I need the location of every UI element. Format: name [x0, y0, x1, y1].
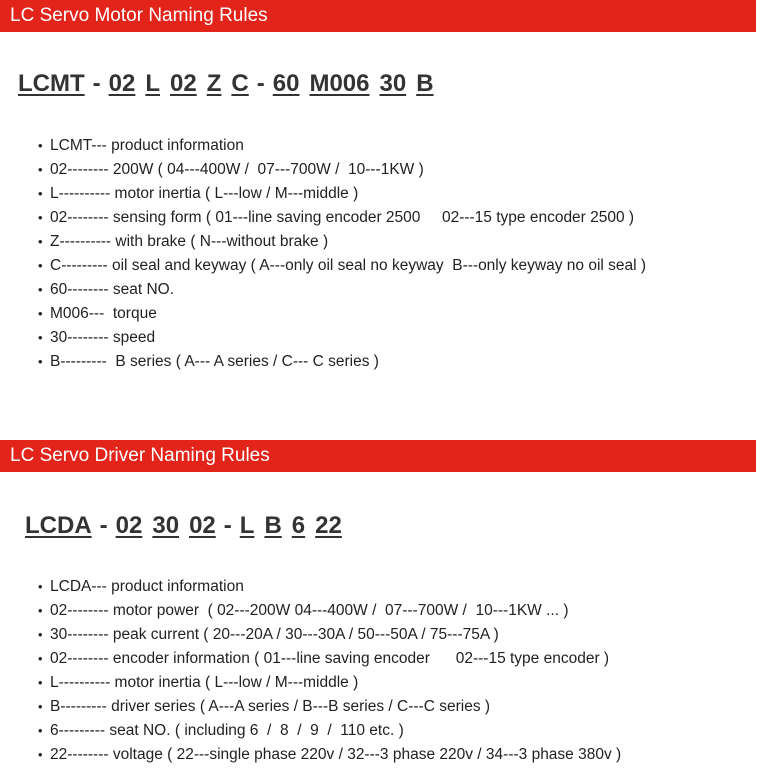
motor-naming-list — [38, 134, 646, 374]
driver-naming-list — [38, 575, 621, 767]
list-item: • 6--------- seat NO. ( including 6 / 8 / 9 / 110 etc. ) — [38, 719, 621, 743]
list-item: • 02-------- motor power ( 02---200W 04---400W / 07---700W / 10---1KW ... ) — [38, 599, 621, 623]
list-item: • M006--- torque — [38, 302, 646, 326]
code-segment: L — [145, 70, 161, 97]
driver-section-banner — [0, 440, 756, 472]
list-item: • LCDA--- product information — [38, 575, 621, 599]
list-item: • Z---------- with brake ( N---without brake ) — [38, 230, 646, 254]
list-item: • 30-------- speed — [38, 326, 646, 350]
code-segment: Z — [206, 70, 222, 97]
code-segment: 02 — [189, 512, 216, 539]
list-item: • 22-------- voltage ( 22---single phase 220v / 32---3 phase 220v / 34---3 phase 380v ) — [38, 743, 621, 767]
motor-model-code — [18, 70, 434, 98]
list-item: • 02-------- sensing form ( 01---line saving encoder 2500 02---15 type encoder 2500 ) — [38, 206, 646, 230]
code-segment: 30 — [379, 70, 407, 97]
list-item: • L---------- motor inertia ( L---low / M---middle ) — [38, 671, 621, 695]
code-segment: 02 — [115, 512, 143, 539]
code-segment: B — [416, 70, 434, 97]
list-item: • LCMT--- product information — [38, 134, 646, 158]
code-segment: 30 — [152, 512, 180, 539]
code-segment: M006 — [309, 70, 370, 97]
code-segment: 02 — [170, 70, 197, 97]
code-segment: LCMT — [18, 70, 85, 97]
code-segment: C — [231, 70, 249, 97]
code-segment: 60 — [272, 70, 300, 97]
list-item: • 30-------- peak current ( 20---20A / 30---30A / 50---50A / 75---75A ) — [38, 623, 621, 647]
code-separator: - — [256, 70, 265, 97]
list-item: • B--------- B series ( A--- A series / C--- C series ) — [38, 350, 646, 374]
list-item: • B--------- driver series ( A---A series / B---B series / C---C series ) — [38, 695, 621, 719]
driver-section-title: LC Servo Driver Naming Rules — [10, 445, 270, 466]
list-item: • 02-------- 200W ( 04---400W / 07---700W / 10---1KW ) — [38, 158, 646, 182]
code-segment: 22 — [315, 512, 342, 539]
code-separator: - — [92, 70, 101, 97]
code-segment: B — [264, 512, 282, 539]
code-segment: L — [239, 512, 255, 539]
code-segment: LCDA — [25, 512, 92, 539]
code-separator: - — [223, 512, 232, 539]
list-item: • 02-------- encoder information ( 01---line saving encoder 02---15 type encoder ) — [38, 647, 621, 671]
list-item: • 60-------- seat NO. — [38, 278, 646, 302]
code-segment: 02 — [108, 70, 136, 97]
motor-section-title: LC Servo Motor Naming Rules — [10, 5, 268, 26]
driver-model-code — [25, 512, 342, 540]
code-separator: - — [99, 512, 108, 539]
list-item: • C--------- oil seal and keyway ( A---only oil seal no keyway B---only keyway no oil seal ) — [38, 254, 646, 278]
motor-section-banner — [0, 0, 756, 32]
code-segment: 6 — [291, 512, 306, 539]
list-item: • L---------- motor inertia ( L---low / M---middle ) — [38, 182, 646, 206]
